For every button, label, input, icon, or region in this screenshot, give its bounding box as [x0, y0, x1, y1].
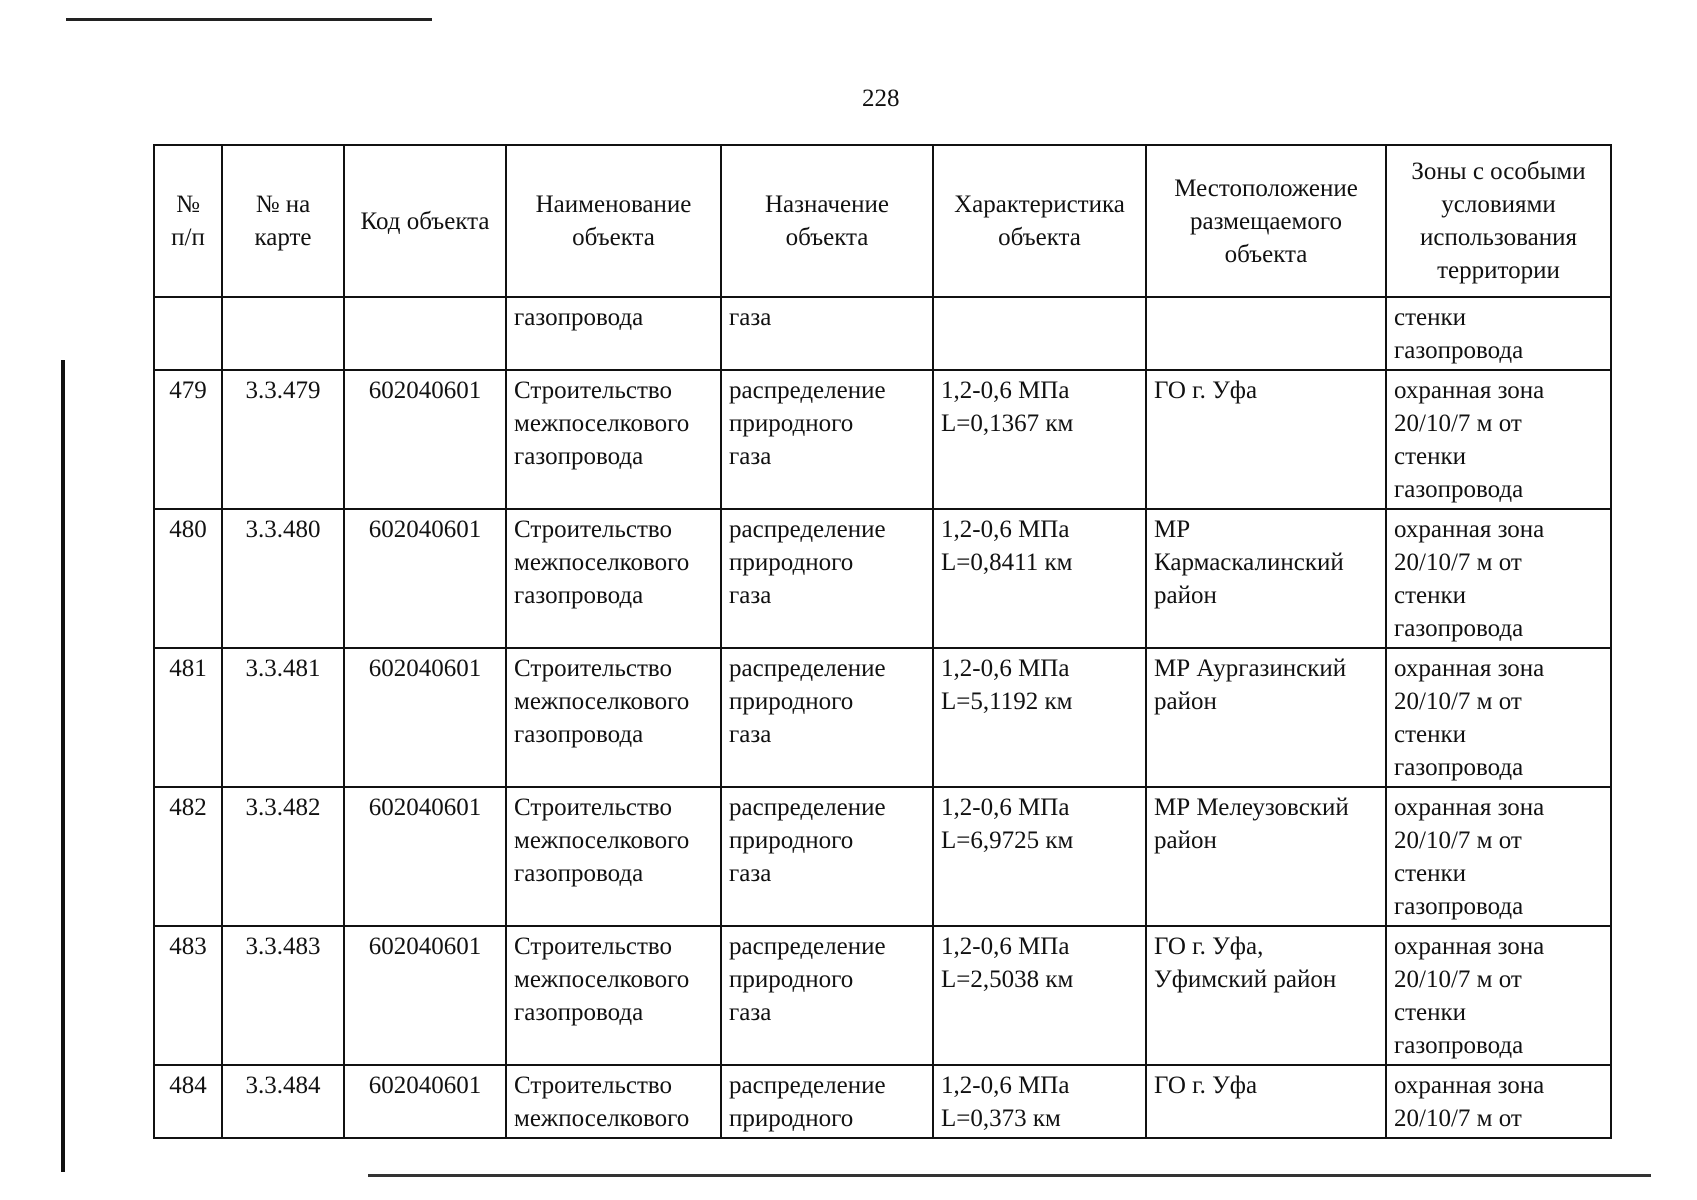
- table-cell-map-number: 3.3.483: [222, 926, 344, 1065]
- scan-border-bottom: [368, 1174, 1651, 1177]
- table-cell-code: 602040601: [344, 509, 506, 648]
- table-cell-index: 482: [154, 787, 222, 926]
- header-object-name: Наименование объекта: [506, 145, 721, 297]
- table-cell-code: 602040601: [344, 926, 506, 1065]
- table-cell-zones: охранная зона 20/10/7 м от стенки газопровода: [1386, 926, 1611, 1065]
- header-map-number: № на карте: [222, 145, 344, 297]
- table-row: [154, 370, 1611, 509]
- table-cell-purpose: распределение природного газа: [721, 370, 933, 509]
- table-cell-name: Строительство межпоселкового газопровода: [506, 648, 721, 787]
- table-row: [154, 787, 1611, 926]
- table-cell-code: 602040601: [344, 370, 506, 509]
- table-cell-name: Строительство межпоселкового газопровода: [506, 509, 721, 648]
- table-header-row: [154, 145, 1611, 297]
- table-cell-code: 602040601: [344, 787, 506, 926]
- table-cell-index: 484: [154, 1065, 222, 1138]
- table-cell-characteristics: 1,2-0,6 МПа L=0,8411 км: [933, 509, 1146, 648]
- table-cell-index: 480: [154, 509, 222, 648]
- table-cell-code: 602040601: [344, 1065, 506, 1138]
- table-cell-name: Строительство межпоселкового газопровода: [506, 370, 721, 509]
- table-cell-map-number: 3.3.480: [222, 509, 344, 648]
- table-cell-code: 602040601: [344, 648, 506, 787]
- table-cell-index: 483: [154, 926, 222, 1065]
- table-cell-zones: охранная зона 20/10/7 м от стенки газопровода: [1386, 509, 1611, 648]
- table-cell-purpose: распределение природного газа: [721, 926, 933, 1065]
- table-cell: [933, 297, 1146, 370]
- header-object-purpose: Назначение объекта: [721, 145, 933, 297]
- table-cell-zones: охранная зона 20/10/7 м от стенки газопровода: [1386, 648, 1611, 787]
- table-cell: газопровода: [506, 297, 721, 370]
- table-cell-characteristics: 1,2-0,6 МПа L=2,5038 км: [933, 926, 1146, 1065]
- table-cell-location: ГО г. Уфа: [1146, 370, 1386, 509]
- table-cell-index: 481: [154, 648, 222, 787]
- table-cell: стенки газопровода: [1386, 297, 1611, 370]
- scan-border-top: [66, 18, 432, 21]
- table-cell-characteristics: 1,2-0,6 МПа L=6,9725 км: [933, 787, 1146, 926]
- table-cell-purpose: распределение природного: [721, 1065, 933, 1138]
- table-cell-map-number: 3.3.481: [222, 648, 344, 787]
- table-row: [154, 1065, 1611, 1138]
- table-cell-location: ГО г. Уфа, Уфимский район: [1146, 926, 1386, 1065]
- header-object-code: Код объекта: [344, 145, 506, 297]
- table-cell-zones: охранная зона 20/10/7 м от стенки газопровода: [1386, 787, 1611, 926]
- table-cell-purpose: распределение природного газа: [721, 648, 933, 787]
- scan-border-left: [61, 360, 65, 1172]
- objects-table: [153, 144, 1612, 1139]
- table-cell-name: Строительство межпоселкового газопровода: [506, 787, 721, 926]
- table-cell-map-number: 3.3.484: [222, 1065, 344, 1138]
- table-cell-location: МР Мелеузовский район: [1146, 787, 1386, 926]
- table-cell-purpose: распределение природного газа: [721, 509, 933, 648]
- table-cell-index: 479: [154, 370, 222, 509]
- table-cell-location: МР Аургазинский район: [1146, 648, 1386, 787]
- header-index: № п/п: [154, 145, 222, 297]
- table-row-continuation: [154, 297, 1611, 370]
- table-cell: [1146, 297, 1386, 370]
- table-cell-location: ГО г. Уфа: [1146, 1065, 1386, 1138]
- table-cell-map-number: 3.3.479: [222, 370, 344, 509]
- table-cell: [222, 297, 344, 370]
- table-cell-characteristics: 1,2-0,6 МПа L=0,1367 км: [933, 370, 1146, 509]
- table-cell: [154, 297, 222, 370]
- table-cell-location: МР Кармаскалинский район: [1146, 509, 1386, 648]
- table-row: [154, 926, 1611, 1065]
- table-row: [154, 509, 1611, 648]
- header-special-zones: Зоны с особыми условиями использования территории: [1386, 145, 1611, 297]
- table-row: [154, 648, 1611, 787]
- table-cell-characteristics: 1,2-0,6 МПа L=5,1192 км: [933, 648, 1146, 787]
- table-cell-zones: охранная зона 20/10/7 м от: [1386, 1065, 1611, 1138]
- page-number: 228: [862, 85, 900, 112]
- table-cell: [344, 297, 506, 370]
- table-cell-name: Строительство межпоселкового газопровода: [506, 926, 721, 1065]
- table-cell-purpose: распределение природного газа: [721, 787, 933, 926]
- header-object-location: Местоположение размещаемого объекта: [1146, 145, 1386, 297]
- table-cell: газа: [721, 297, 933, 370]
- table-cell-characteristics: 1,2-0,6 МПа L=0,373 км: [933, 1065, 1146, 1138]
- table-cell-zones: охранная зона 20/10/7 м от стенки газопровода: [1386, 370, 1611, 509]
- header-object-characteristics: Характеристика объекта: [933, 145, 1146, 297]
- table-cell-name: Строительство межпоселкового: [506, 1065, 721, 1138]
- table-cell-map-number: 3.3.482: [222, 787, 344, 926]
